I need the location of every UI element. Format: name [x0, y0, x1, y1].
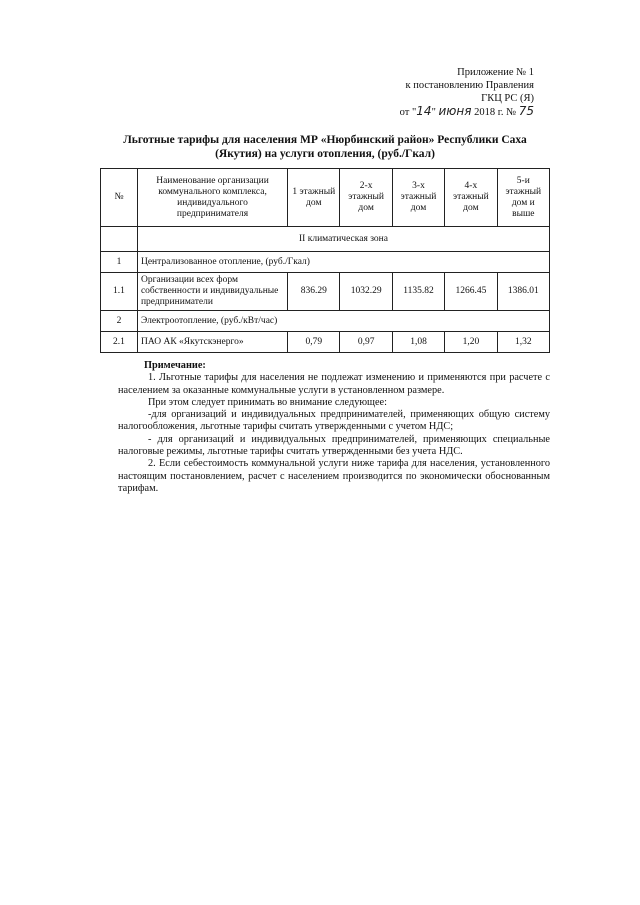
row-label: Централизованное отопление, (руб./Гкал) [137, 252, 549, 273]
value-cell: 1032.29 [340, 273, 392, 311]
row-num: 1.1 [101, 273, 138, 311]
value-cell: 0,97 [340, 332, 392, 353]
table-row [101, 252, 550, 273]
row-label: ПАО АК «Якутскэнерго» [137, 332, 287, 353]
table-row [101, 311, 550, 332]
note-paragraph-1: 1. Льготные тарифы для населения не подлежат изменению и применяются при расчете с населением за оказанные коммунальные услуги в установленном размере. [118, 372, 550, 396]
table-row-zone [101, 227, 550, 252]
row-num: 1 [101, 252, 138, 273]
date-prefix: от " [399, 107, 417, 118]
appendix-date-line [334, 105, 534, 119]
note-paragraph-4: - для организаций и индивидуальных предпринимателей, применяющих специальные налоговые режимы, льготные тарифы считать утвержденными без учета НДС. [118, 433, 550, 458]
note-title: Примечание: [144, 360, 206, 371]
appendix-line-3: ГКЦ РС (Я) [481, 93, 534, 104]
note-paragraph-2: При этом следует принимать во внимание следующее: [148, 396, 387, 408]
row-num: 2.1 [101, 332, 138, 353]
value-cell: 1266.45 [445, 273, 497, 311]
header-4-floor: 4-х этажный дом [445, 169, 497, 227]
header-5-floor: 5-и этажный дом и выше [497, 169, 549, 227]
date-year: 2018 г. № [474, 107, 517, 118]
appendix-line-2: к постановлению Правления [405, 80, 534, 91]
date-day: 14 [416, 104, 432, 118]
row-num: 2 [101, 311, 138, 332]
value-cell: 1135.82 [392, 273, 444, 311]
note-paragraph-3: -для организаций и индивидуальных предпринимателей, применяющих общую систему налогообложения, льготные тарифы считать утвержденными с учетом НДС; [118, 409, 550, 433]
document-title: Льготные тарифы для населения МР «Нюрбинский район» Республики Саха (Якутия) на услуги отопления, (руб./Гкал) [123, 134, 527, 160]
header-2-floor: 2-х этажный дом [340, 169, 392, 227]
row-label: Организации всех форм собственности и индивидуальные предприниматели [137, 273, 287, 311]
table-row [101, 332, 550, 353]
tariff-table [100, 168, 550, 353]
value-cell: 1,08 [392, 332, 444, 353]
header-num: № [101, 169, 138, 227]
date-month: июня [438, 104, 472, 118]
value-cell: 1,20 [445, 332, 497, 353]
note-block [118, 360, 550, 495]
zone-label: II климатическая зона [137, 227, 549, 252]
appendix-line-1: Приложение № 1 [457, 67, 534, 78]
header-1-floor: 1 этажный дом [288, 169, 340, 227]
row-label: Электроотопление, (руб./кВт/час) [137, 311, 549, 332]
zone-empty-cell [101, 227, 138, 252]
table-header-row [101, 169, 550, 227]
date-sep: " [431, 107, 436, 118]
value-cell: 1,32 [497, 332, 549, 353]
header-3-floor: 3-х этажный дом [392, 169, 444, 227]
table-row [101, 273, 550, 311]
appendix-block [334, 66, 534, 119]
value-cell: 1386.01 [497, 273, 549, 311]
header-name: Наименование организации коммунального комплекса, индивидуального предпринимателя [137, 169, 287, 227]
value-cell: 836.29 [288, 273, 340, 311]
decree-number: 75 [518, 104, 534, 118]
value-cell: 0,79 [288, 332, 340, 353]
note-paragraph-5: 2. Если себестоимость коммунальной услуги ниже тарифа для населения, установленного настоящим постановлением, расчет с населением производится по экономически обоснованным тарифам. [118, 458, 550, 494]
